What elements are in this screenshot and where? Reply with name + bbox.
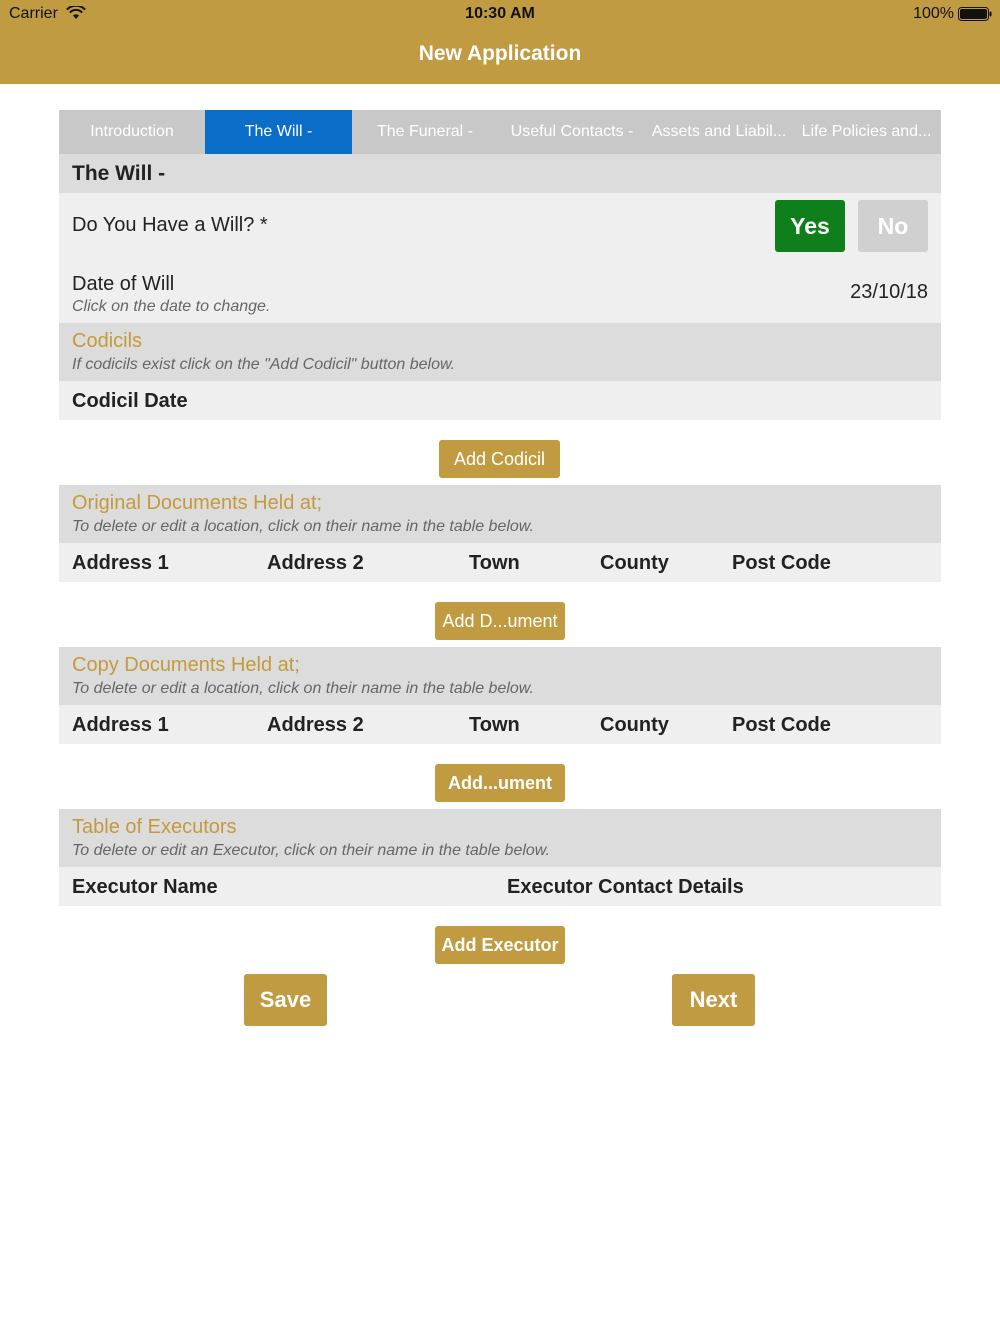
tab-assets-liabilities[interactable]: Assets and Liabil... <box>651 123 787 140</box>
save-button[interactable]: Save <box>244 974 327 1026</box>
add-copy-document-button[interactable]: Add...ument <box>435 764 565 802</box>
tab-introduction[interactable]: Introduction <box>90 123 174 140</box>
copy-documents-header <box>59 647 941 705</box>
county-column: County <box>600 714 669 736</box>
tab-the-funeral[interactable]: The Funeral - <box>376 123 474 140</box>
executors-table-header <box>59 867 941 906</box>
add-original-document-button[interactable]: Add D...ument <box>435 602 565 640</box>
original-documents-table-header <box>59 543 941 582</box>
no-button[interactable]: No <box>858 200 928 252</box>
next-button[interactable]: Next <box>672 974 755 1026</box>
address-2-column: Address 2 <box>267 552 364 574</box>
tab-life-policies[interactable]: Life Policies and... <box>801 123 932 140</box>
town-column: Town <box>469 714 520 736</box>
post-code-column: Post Code <box>732 714 831 736</box>
tab-the-will[interactable]: The Will - <box>205 110 352 154</box>
codicils-header <box>59 323 941 381</box>
codicils-title: Codicils <box>72 330 143 352</box>
original-documents-header <box>59 485 941 543</box>
original-documents-title: Original Documents Held at; <box>72 492 323 514</box>
clock: 10:30 AM <box>465 5 535 22</box>
carrier-label: Carrier <box>9 5 58 22</box>
county-column: County <box>600 552 669 574</box>
will-section-title: The Will - <box>72 162 166 185</box>
town-column: Town <box>469 552 520 574</box>
codicils-hint: If codicils exist click on the "Add Codicil" button below. <box>72 356 456 373</box>
section-tab-bar <box>59 110 941 154</box>
copy-documents-hint: To delete or edit a location, click on their name in the table below. <box>72 680 534 697</box>
executor-name-column: Executor Name <box>72 876 218 898</box>
date-of-will-hint: Click on the date to change. <box>72 298 271 315</box>
tab-useful-contacts[interactable]: Useful Contacts - <box>510 123 634 140</box>
codicil-date-column: Codicil Date <box>72 390 188 412</box>
post-code-column: Post Code <box>732 552 831 574</box>
original-documents-hint: To delete or edit a location, click on their name in the table below. <box>72 518 534 535</box>
date-of-will-label: Date of Will <box>72 273 175 295</box>
yes-button[interactable]: Yes <box>775 200 845 252</box>
have-will-label: Do You Have a Will? * <box>72 214 268 236</box>
have-will-row <box>59 193 941 259</box>
add-executor-button[interactable]: Add Executor <box>435 926 565 964</box>
executors-header <box>59 809 941 867</box>
address-1-column: Address 1 <box>72 714 169 736</box>
executors-hint: To delete or edit an Executor, click on their name in the table below. <box>72 842 550 859</box>
status-bar <box>0 0 1000 28</box>
page-title: New Application <box>418 42 582 65</box>
executors-title: Table of Executors <box>72 816 237 838</box>
executor-contact-column: Executor Contact Details <box>507 876 744 898</box>
app-header <box>0 0 1000 84</box>
copy-documents-title: Copy Documents Held at; <box>72 654 300 676</box>
date-of-will-row[interactable] <box>59 259 941 323</box>
address-2-column: Address 2 <box>267 714 364 736</box>
date-of-will-value[interactable]: 23/10/18 <box>850 281 928 303</box>
codicils-table-header <box>59 381 941 420</box>
add-codicil-button[interactable]: Add Codicil <box>439 440 560 478</box>
battery-icon <box>958 7 992 21</box>
battery-percentage: 100% <box>913 5 954 22</box>
address-1-column: Address 1 <box>72 552 169 574</box>
copy-documents-table-header <box>59 705 941 744</box>
will-section-header <box>59 154 941 193</box>
